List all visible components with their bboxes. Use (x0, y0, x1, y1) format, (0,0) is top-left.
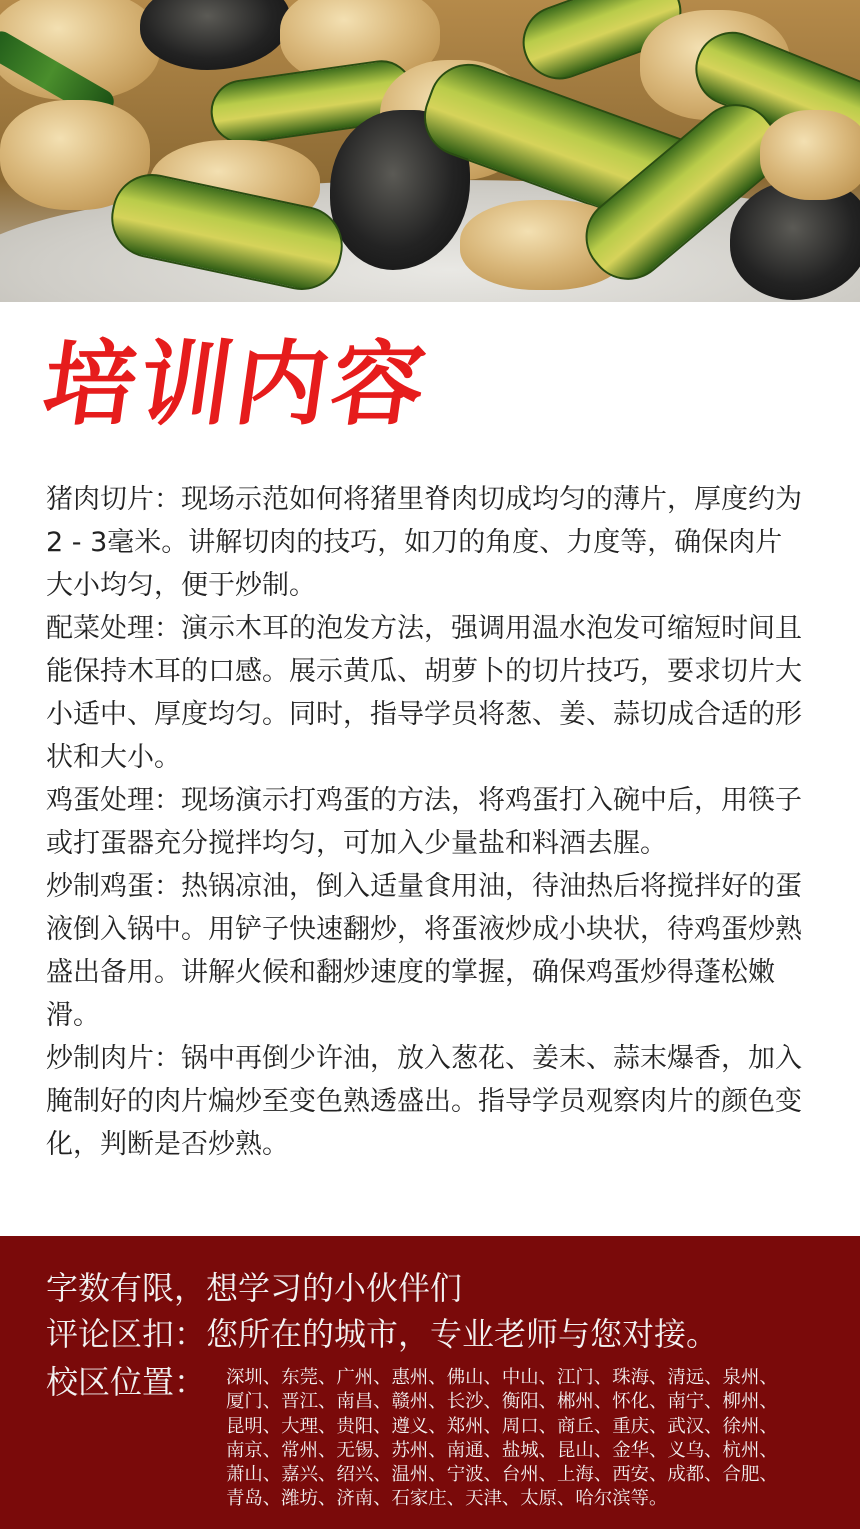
footer-line-1: 字数有限，想学习的小伙伴们 (46, 1269, 463, 1307)
pork-slice (760, 110, 860, 200)
training-content (46, 478, 806, 1166)
campus-label: 校区位置： (46, 1363, 207, 1401)
food-photo (0, 0, 860, 302)
paragraph-egg-prep: 鸡蛋处理：现场演示打鸡蛋的方法，将鸡蛋打入碗中后，用筷子或打蛋器充分搅拌均匀，可加入少量盐和料酒去腥。 (46, 785, 802, 859)
page-title: 培训内容 (36, 331, 436, 438)
wood-ear-fungus (140, 0, 290, 70)
paragraph-pork-slicing: 猪肉切片：现场示范如何将猪里脊肉切成均匀的薄片，厚度约为2 - 3毫米。讲解切肉的技巧，如刀的角度、力度等，确保肉片大小均匀，便于炒制。 (46, 484, 802, 601)
paragraph-egg-frying: 炒制鸡蛋：热锅凉油，倒入适量食用油，待油热后将搅拌好的蛋液倒入锅中。用铲子快速翻炒，将蛋液炒成小块状，待鸡蛋炒熟盛出备用。讲解火候和翻炒速度的掌握，确保鸡蛋炒得蓬松嫩滑。 (46, 871, 802, 1031)
footer-line-2: 评论区扣：您所在的城市，专业老师与您对接。 (46, 1315, 719, 1353)
paragraph-side-prep: 配菜处理：演示木耳的泡发方法，强调用温水泡发可缩短时间且能保持木耳的口感。展示黄瓜、胡萝卜的切片技巧，要求切片大小适中、厚度均匀。同时，指导学员将葱、姜、蒜切成合适的形状和大小。 (46, 613, 802, 773)
footer-banner (0, 1236, 860, 1529)
campus-city-list: 深圳、东莞、广州、惠州、佛山、中山、江门、珠海、清远、泉州、 厦门、晋江、南昌、赣州、长沙、衡阳、郴州、怀化、南宁、柳州、 昆明、大理、贵阳、遵义、郑州、周口、商丘、重庆、武汉、徐州、 南京、常州、无锡、苏州、南通、盐城、昆山、金华、义乌、杭州、 萧山、嘉兴、绍兴、温州、宁波、台州、上海、西安、成都、合肥、 青岛、潍坊、济南、石家庄、天津、太原、哈尔滨等。 (226, 1367, 778, 1510)
paragraph-pork-frying: 炒制肉片：锅中再倒少许油，放入葱花、姜末、蒜末爆香，加入腌制好的肉片煸炒至变色熟透盛出。指导学员观察肉片的颜色变化，判断是否炒熟。 (46, 1043, 802, 1160)
